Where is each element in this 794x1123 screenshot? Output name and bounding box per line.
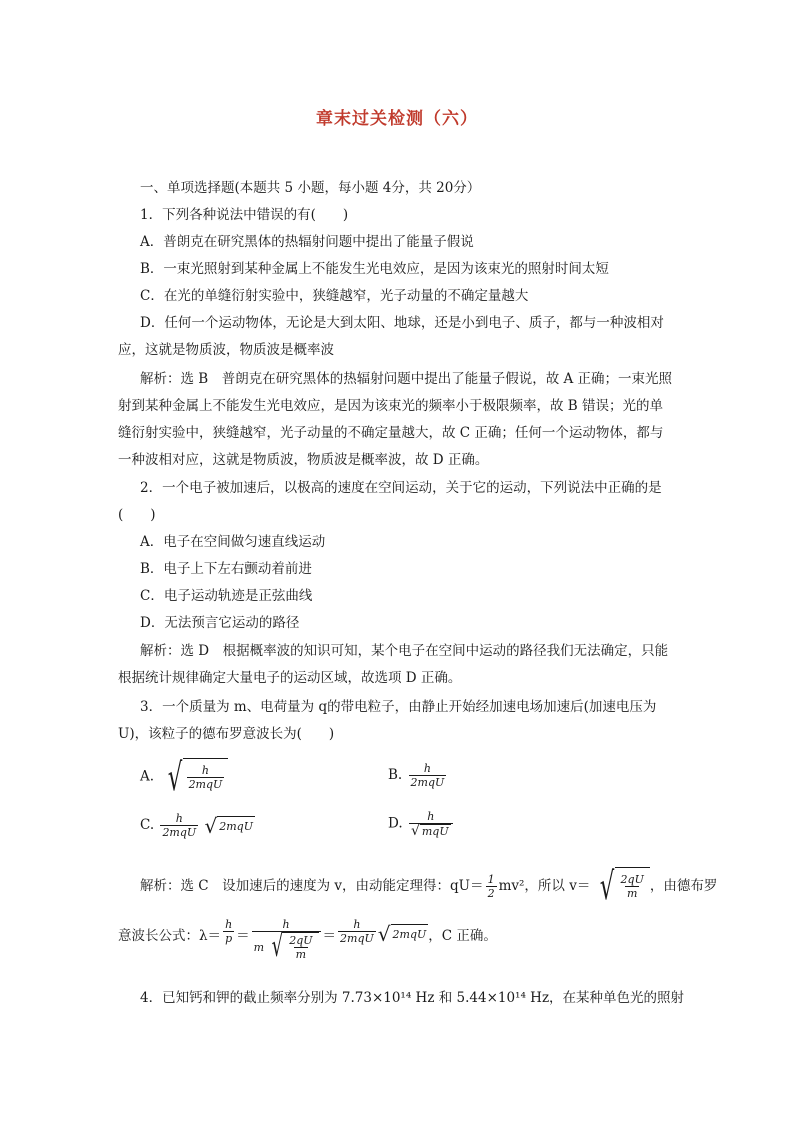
option-d-label: D. [388, 815, 403, 832]
numerator: h [423, 762, 431, 775]
denominator [409, 823, 453, 838]
numerator: 2qU [620, 873, 644, 886]
numerator: h [225, 918, 233, 931]
denominator: 2 [487, 886, 495, 900]
q3-stem-line1: 3．一个质量为 m、电荷量为 q的带电粒子，由静止开始经加速电场加速后(加速电压为 [140, 699, 657, 715]
q1-option-c: C．在光的单缝衍射实验中，狭缝越窄，光子动量的不确定量越大 [140, 288, 529, 304]
denominator: 2mqU [410, 776, 445, 789]
numerator: h [353, 918, 361, 931]
fraction [223, 918, 234, 945]
denominator: p [225, 932, 233, 945]
numerator: h [282, 918, 290, 931]
equals-sign: ＝ [322, 928, 337, 944]
sqrt-formula [264, 929, 318, 964]
option-c-label: C. [140, 817, 155, 833]
explanation-text: 意波长公式：λ＝ [118, 928, 222, 944]
fraction [252, 918, 321, 962]
numerator: h [175, 812, 183, 825]
sqrt-formula [590, 864, 650, 908]
q2-option-b: B．电子上下左右颤动着前进 [140, 561, 312, 577]
q1-stem: 1．下列各种说法中错误的有( ) [140, 207, 349, 223]
q3-option-b [388, 762, 448, 789]
fraction [187, 764, 225, 791]
q3-stem-line2: U)，该粒子的德布罗意波长为( ) [118, 726, 335, 742]
mass-symbol: m [253, 940, 265, 954]
denominator [252, 931, 321, 962]
radical-body [615, 867, 650, 905]
q2-stem-line1: 2．一个电子被加速后，以极高的速度在空间运动，关于它的运动，下列说法中正确的是 [140, 480, 662, 496]
radical-sign: √ [271, 929, 284, 964]
q2-stem-line2: ( ) [118, 507, 156, 523]
q3-option-d [388, 810, 455, 838]
radical-body: 2mqU [217, 816, 255, 836]
q3-option-c [140, 812, 255, 839]
q2-option-a: A．电子在空间做匀速直线运动 [140, 534, 326, 550]
explanation-text: mv²，所以 v＝ [498, 878, 591, 894]
numerator: 2qU [289, 934, 313, 947]
fraction [338, 918, 376, 945]
radical-body: 2mqU [391, 924, 429, 945]
radical-sign: √ [600, 864, 615, 908]
sqrt-formula [204, 813, 255, 838]
q4-stem: 4．已知钙和钾的截止频率分别为 7.73×10¹⁴ Hz 和 5.44×10¹⁴ Hz，在某种单色光的照射 [140, 990, 685, 1006]
q2-explanation-line2: 根据统计规律确定大量电子的运动区域，故选项 D 正确。 [118, 670, 462, 686]
denominator: m [295, 948, 307, 961]
q1-option-d-line2: 应，这就是物质波，物质波是概率波 [118, 342, 334, 358]
numerator: 1 [487, 872, 495, 886]
fraction [287, 934, 314, 961]
denominator: 2mqU [162, 826, 197, 839]
q1-option-a: A．普朗克在研究黑体的热辐射问题中提出了能量子假说 [140, 234, 474, 250]
radical-body: mqU [421, 825, 449, 838]
q1-explanation-line4: 一种波相对应，这就是物质波，物质波是概率波，故 D 正确。 [118, 452, 489, 468]
option-a-label: A. [140, 768, 155, 785]
q1-explanation-line1: 解析：选 B 普朗克在研究黑体的热辐射问题中提出了能量子假说，故 A 正确；一束光照 [140, 371, 673, 387]
radical-sign: √ [204, 813, 218, 838]
page-title: 章末过关检测（六） [316, 109, 478, 129]
denominator: 2mqU [188, 778, 223, 791]
radical-body [283, 932, 318, 962]
explanation-text: 解析：选 C 设加速后的速度为 v，由动能定理得：qU＝ [140, 878, 484, 894]
fraction [409, 762, 447, 789]
q3-option-a [140, 755, 228, 799]
section-heading: 一、单项选择题(本题共 5 小题，每小题 4分，共 20分） [140, 180, 481, 196]
q2-explanation-line1: 解析：选 D 根据概率波的知识可知，某个电子在空间中运动的路径我们无法确定，只能 [140, 643, 669, 659]
q2-option-d: D．无法预言它运动的路径 [140, 615, 300, 631]
fraction [160, 812, 198, 839]
q1-explanation-line2: 射到某种金属上不能发生光电效应，是因为该束光的频率小于极限频率，故 B 错误；光的单 [118, 398, 664, 414]
sqrt-formula [378, 924, 429, 945]
q1-option-d-line1: D．任何一个运动物体，无论是大到太阳、地球，还是小到电子、质子，都与一种波相对 [140, 315, 664, 331]
equals-sign: ＝ [236, 928, 250, 944]
sqrt-formula [158, 755, 228, 799]
q2-option-c: C．电子运动轨迹是正弦曲线 [140, 588, 313, 604]
option-b-label: B. [388, 767, 403, 783]
q3-explanation-line1 [140, 864, 718, 908]
q1-option-b: B．一束光照射到某种金属上不能发生光电效应，是因为该束光的照射时间太短 [140, 261, 609, 277]
sqrt-formula [411, 824, 451, 838]
radical-sign: √ [377, 922, 391, 946]
q1-explanation-line3: 缝衍射实验中，狭缝越窄，光子动量的不确定量越大，故 C 正确；任何一个运动物体，都与 [118, 425, 664, 441]
radical-sign: √ [410, 823, 420, 839]
radical-sign: √ [168, 755, 183, 799]
numerator: h [201, 764, 209, 777]
fraction [619, 873, 646, 900]
fraction-half [486, 873, 497, 900]
explanation-text: ，由德布罗 [649, 878, 718, 894]
explanation-text: ，C 正确。 [428, 928, 497, 944]
radical-body [183, 758, 229, 796]
numerator: h [427, 810, 435, 823]
denominator: 2mqU [340, 932, 374, 945]
q3-explanation-line2 [118, 914, 678, 974]
denominator: m [626, 887, 638, 900]
fraction [409, 810, 453, 838]
